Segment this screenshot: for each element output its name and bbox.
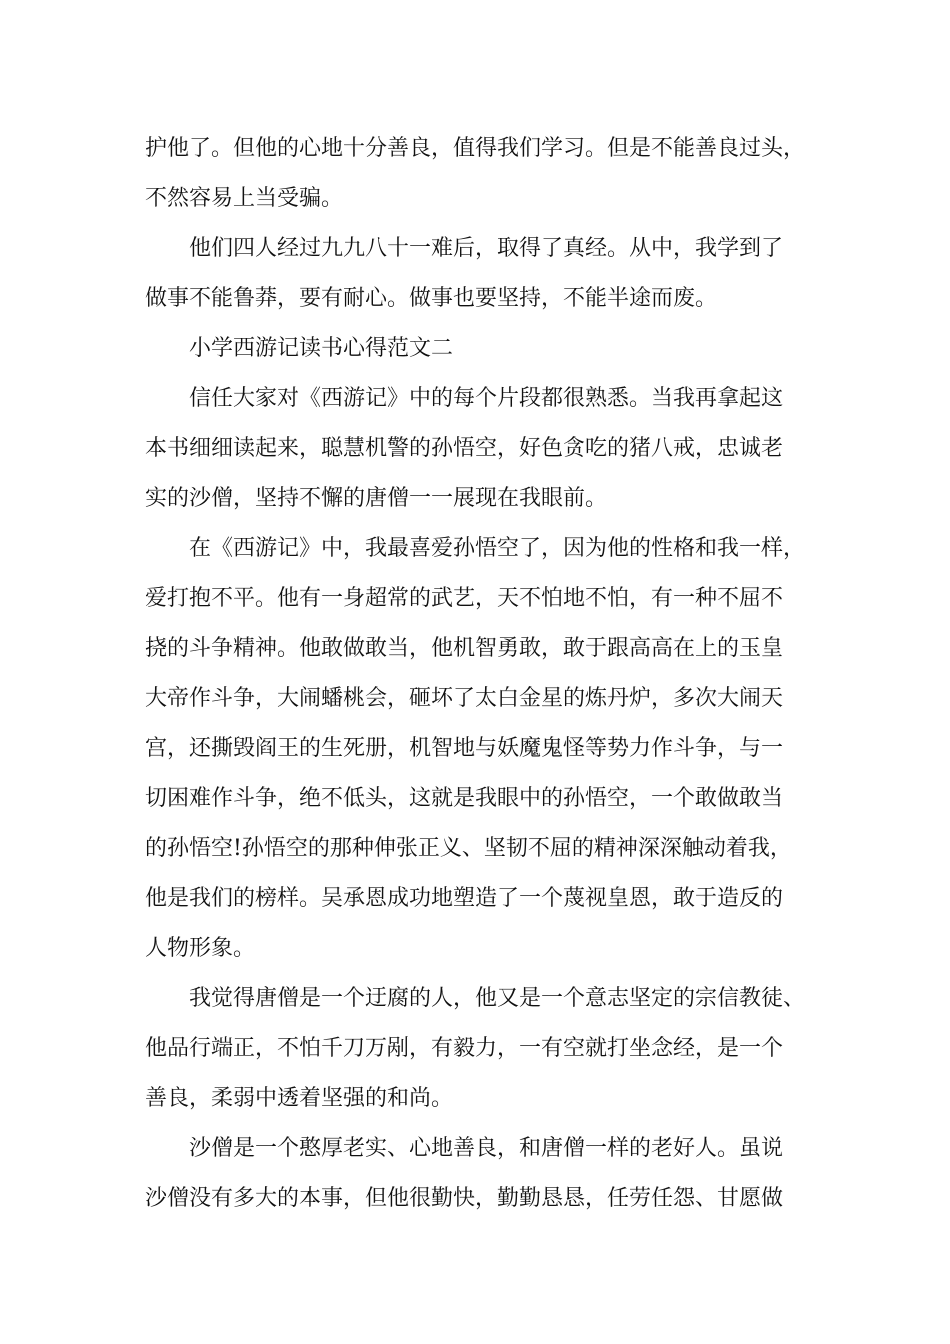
text-line: 人物形象。 (145, 936, 256, 961)
text-line: 做事不能鲁莽，要有耐心。做事也要坚持，不能半途而废。 (145, 286, 718, 311)
text-line: 信任大家对《西游记》中的每个片段都很熟悉。当我再拿起这 (189, 386, 784, 411)
text-line: 在《西游记》中，我最喜爱孙悟空了，因为他的性格和我一样， (189, 536, 806, 561)
text-line: 他品行端正，不怕千刀万剐，有毅力，一有空就打坐念经，是一个 (145, 1036, 784, 1061)
text-line: 沙僧没有多大的本事，但他很勤快，勤勤恳恳，任劳任怨、甘愿做 (145, 1186, 784, 1211)
text-line: 切困难作斗争，绝不低头，这就是我眼中的孙悟空，一个敢做敢当 (145, 786, 784, 811)
text-line: 本书细细读起来，聪慧机警的孙悟空，好色贪吃的猪八戒，忠诚老 (145, 436, 784, 461)
paragraph-4 (145, 524, 835, 974)
text-line: 善良，柔弱中透着坚强的和尚。 (145, 1086, 454, 1111)
paragraph-5 (145, 974, 835, 1124)
paragraph-2 (145, 224, 835, 324)
text-line: 他是我们的榜样。吴承恩成功地塑造了一个蔑视皇恩，敢于造反的 (145, 886, 784, 911)
text-line: 我觉得唐僧是一个迂腐的人，他又是一个意志坚定的宗信教徒、 (189, 986, 806, 1011)
section-heading (145, 324, 835, 374)
text-line: 爱打抱不平。他有一身超常的武艺，天不怕地不怕，有一种不屈不 (145, 586, 784, 611)
text-line: 实的沙僧，坚持不懈的唐僧一一展现在我眼前。 (145, 486, 608, 511)
text-line: 宫，还撕毁阎王的生死册，机智地与妖魔鬼怪等势力作斗争，与一 (145, 736, 784, 761)
text-line: 不然容易上当受骗。 (145, 186, 344, 211)
text-line: 大帝作斗争，大闹蟠桃会，砸坏了太白金星的炼丹炉，多次大闹天 (145, 686, 784, 711)
text-line: 挠的斗争精神。他敢做敢当，他机智勇敢，敢于跟高高在上的玉皇 (145, 636, 784, 661)
text-line: 护他了。但他的心地十分善良，值得我们学习。但是不能善良过头， (145, 136, 806, 161)
heading-line: 小学西游记读书心得范文二 (189, 336, 454, 361)
paragraph-3 (145, 374, 835, 524)
text-line: 的孙悟空!孙悟空的那种伸张正义、坚韧不屈的精神深深触动着我， (145, 836, 792, 861)
document-body (145, 124, 835, 1224)
text-line: 沙僧是一个憨厚老实、心地善良，和唐僧一样的老好人。虽说 (189, 1136, 784, 1161)
paragraph-1 (145, 124, 835, 224)
text-line: 他们四人经过九九八十一难后，取得了真经。从中，我学到了 (189, 236, 784, 261)
paragraph-6 (145, 1124, 835, 1224)
